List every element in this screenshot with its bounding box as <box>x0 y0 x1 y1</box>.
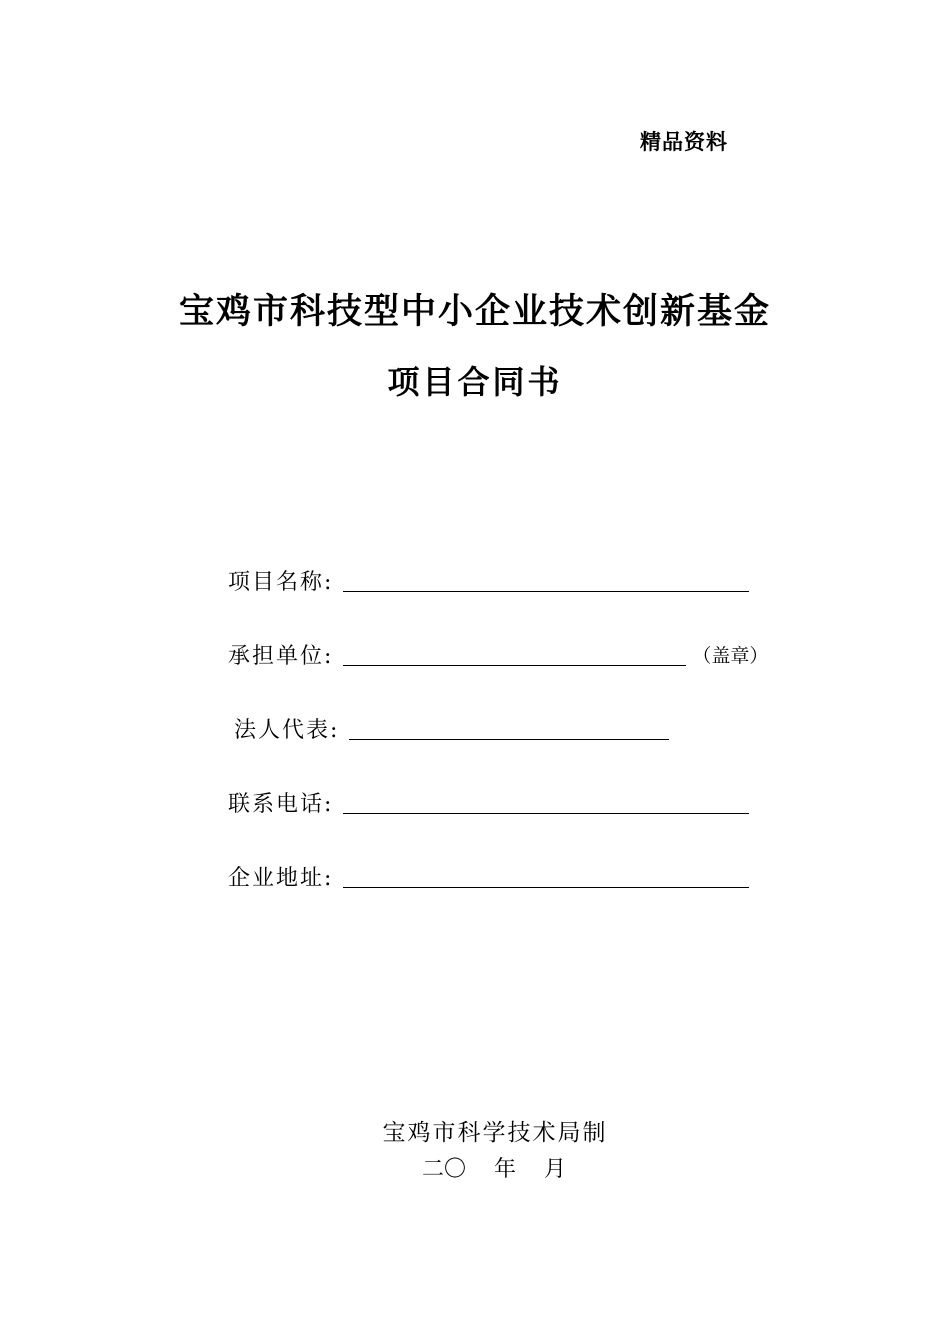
issuing-organization: 宝鸡市科学技术局制 <box>382 1120 608 1146</box>
project-name-field <box>228 562 749 596</box>
legal-rep-label: 法人代表: <box>234 718 340 743</box>
phone-label: 联系电话: <box>228 792 334 817</box>
document-title: 宝鸡市科技型中小企业技术创新基金 <box>178 292 771 332</box>
address-label: 企业地址: <box>228 866 334 891</box>
project-name-blank[interactable] <box>343 567 749 592</box>
phone-blank[interactable] <box>343 789 749 814</box>
header-tag: 精品资料 <box>640 130 728 154</box>
undertaker-field <box>228 636 768 670</box>
seal-note: （盖章） <box>692 645 769 667</box>
undertaker-label: 承担单位: <box>228 644 334 669</box>
legal-rep-field <box>234 710 669 744</box>
document-subtitle: 项目合同书 <box>387 363 563 401</box>
project-name-label: 项目名称: <box>228 570 334 595</box>
undertaker-blank[interactable] <box>343 641 686 666</box>
legal-rep-blank[interactable] <box>349 715 669 740</box>
issue-date: 二〇 年 月 <box>422 1157 566 1182</box>
address-field <box>228 858 749 892</box>
address-blank[interactable] <box>343 863 749 888</box>
phone-field <box>228 784 749 818</box>
